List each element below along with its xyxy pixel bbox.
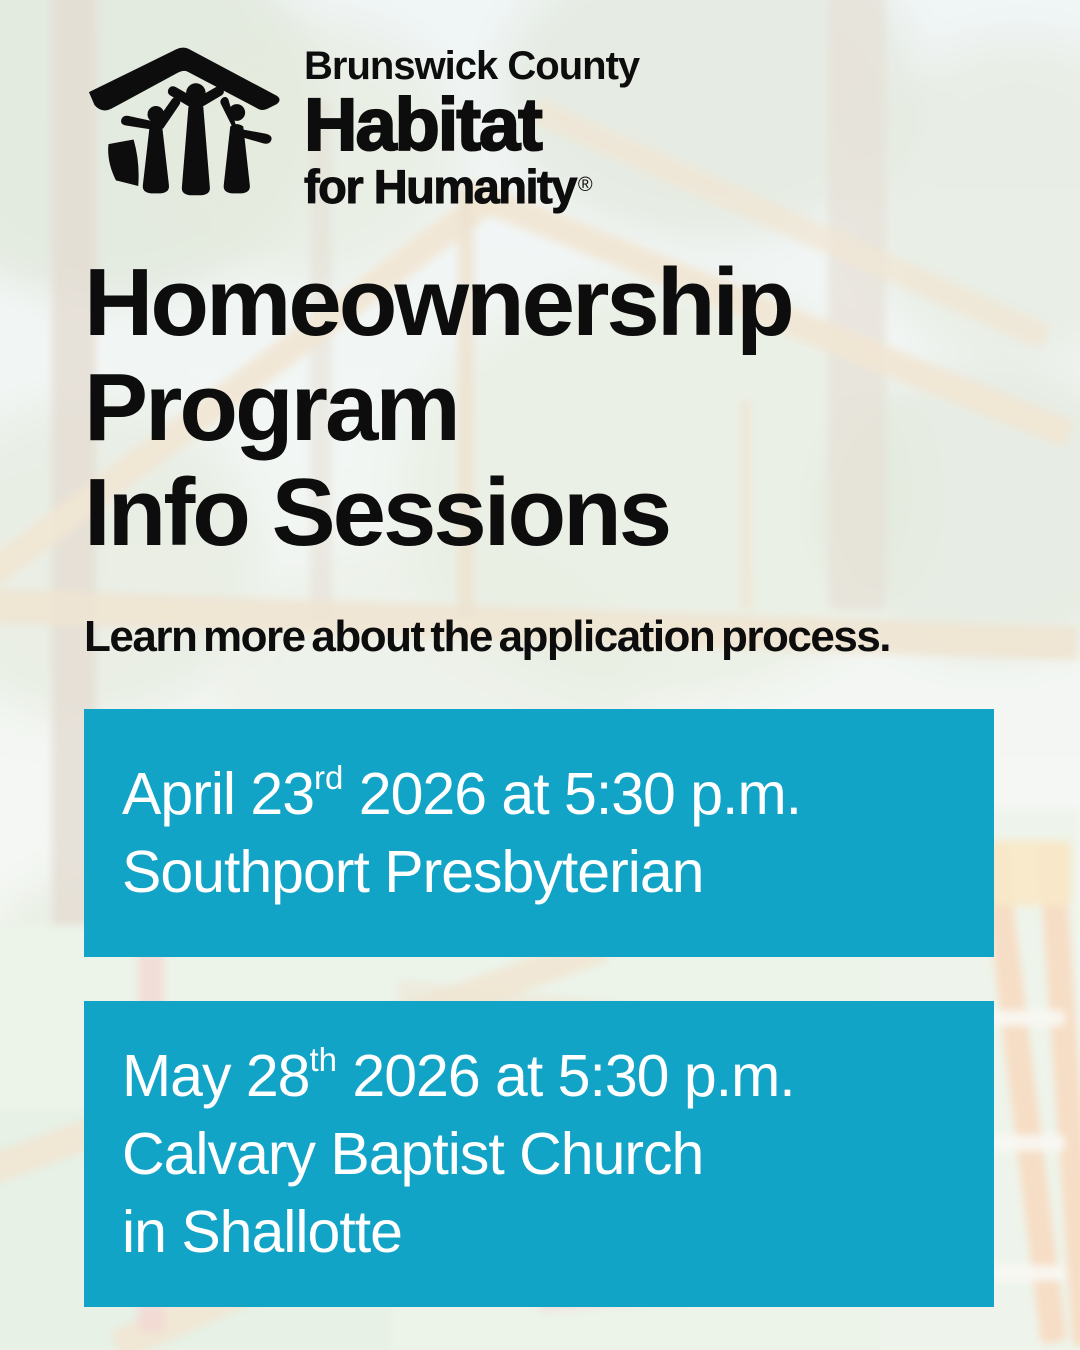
brand-lockup	[85, 40, 639, 212]
session-date	[122, 1037, 994, 1115]
registered-trademark-symbol: ®	[577, 174, 592, 196]
session-date-prefix: April 23	[122, 761, 315, 827]
session-date-prefix: May 28	[122, 1043, 310, 1109]
session-date-suffix: 2026 at 5:30 p.m.	[343, 761, 801, 827]
page-title-line: Homeownership	[84, 249, 792, 356]
brand-tagline	[304, 162, 639, 212]
page-title	[84, 250, 792, 565]
session-location: Southport Presbyterian	[122, 839, 704, 905]
brand-tagline-text: for Humanity	[304, 160, 576, 213]
brand-text	[304, 44, 639, 212]
session-card-may	[84, 1001, 994, 1307]
session-date-ordinal: rd	[314, 759, 344, 797]
session-date-suffix: 2026 at 5:30 p.m.	[337, 1043, 795, 1109]
page-title-line: Info Sessions	[84, 459, 670, 566]
brand-name: Habitat	[304, 83, 541, 166]
subtitle: Learn more about the application process.	[84, 612, 891, 661]
session-date-ordinal: th	[309, 1041, 338, 1079]
habitat-house-people-icon	[85, 40, 290, 212]
brand-county: Brunswick County	[304, 44, 640, 88]
session-date	[122, 755, 994, 833]
session-location: in Shallotte	[122, 1199, 402, 1265]
session-card-april	[84, 709, 994, 957]
session-location: Calvary Baptist Church	[122, 1121, 704, 1187]
page-title-line: Program	[84, 354, 458, 461]
